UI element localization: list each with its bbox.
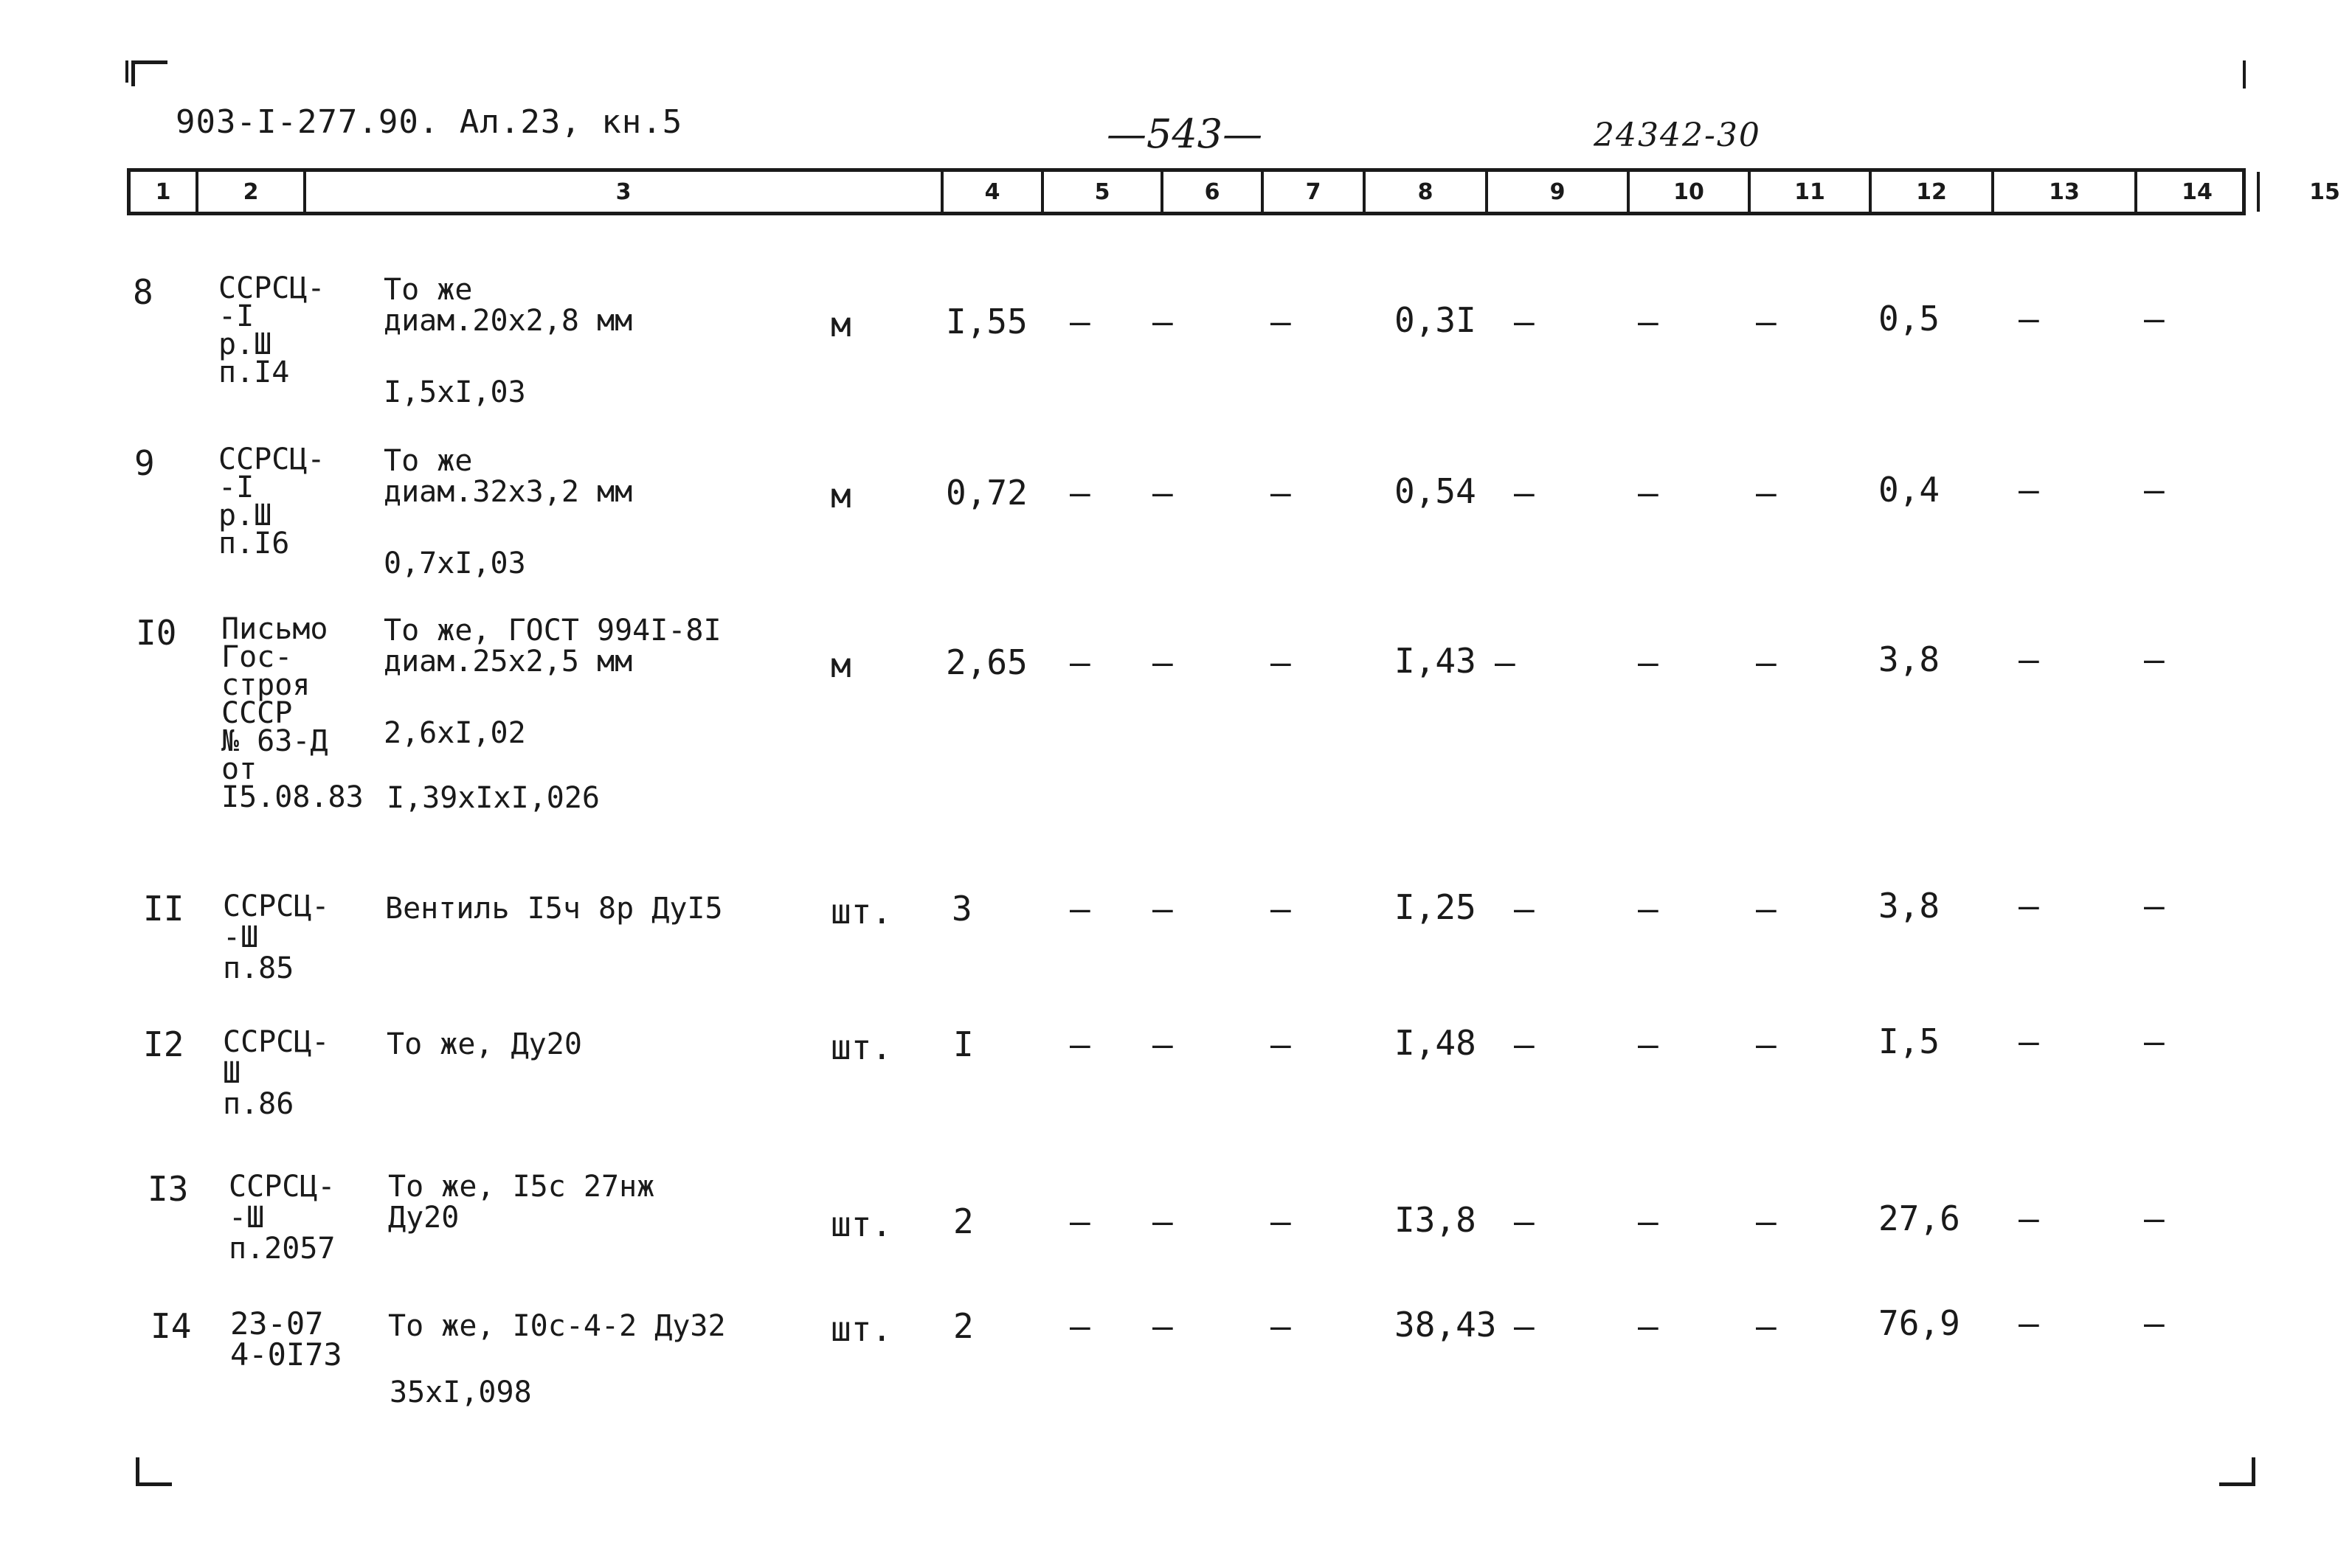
column-header-5: 5 [1044, 172, 1163, 212]
row-col8: – [1270, 1201, 1291, 1241]
corner-mark-top-left [131, 60, 167, 86]
row-col8: – [1270, 473, 1291, 513]
row-description: Вентиль I5ч 8р ДуI5 [385, 892, 723, 926]
row-col9: I,43 [1394, 641, 1476, 681]
row-col15: – [2144, 299, 2165, 339]
row-col5: I [953, 1024, 974, 1064]
document-code: 903-I-277.90. Ал.23, кн.5 [176, 103, 683, 141]
column-header-12: 12 [1872, 172, 1994, 212]
row-number: I2 [143, 1024, 184, 1064]
row-description-formula: 35xI,098 [390, 1376, 532, 1409]
corner-mark-bottom-left [136, 1457, 172, 1486]
row-col10: – [1495, 642, 1515, 682]
row-col14: – [2019, 1198, 2039, 1238]
row-col15: – [2144, 1021, 2165, 1061]
row-unit: м [831, 476, 851, 516]
row-col13: 0,5 [1878, 299, 1940, 339]
row-unit: шт. [831, 1027, 893, 1067]
row-unit: м [831, 645, 851, 685]
row-col13: I,5 [1878, 1021, 1940, 1061]
row-col7: – [1152, 302, 1173, 341]
row-col15: – [2144, 470, 2165, 510]
row-col13: 27,6 [1878, 1198, 1960, 1238]
row-description: То же, ГОСТ 994I-8I диам.25x2,5 мм [384, 614, 722, 679]
row-col12: – [1756, 302, 1777, 341]
row-col6: – [1070, 1024, 1090, 1064]
row-col5: 0,72 [946, 473, 1028, 513]
row-description-formula-2: I,39xIxI,026 [387, 781, 600, 815]
row-col15: – [2144, 1198, 2165, 1238]
row-col7: – [1152, 1306, 1173, 1346]
corner-mark-top-right [2243, 60, 2246, 89]
row-col15: – [2144, 639, 2165, 679]
row-col10: – [1514, 1201, 1535, 1241]
row-col8: – [1270, 889, 1291, 929]
row-reference: ССРСЦ- -I р.Ш п.I6 [218, 443, 325, 561]
row-col8: – [1270, 1306, 1291, 1346]
row-description: То же, Ду20 [387, 1027, 582, 1061]
row-description-formula: I,5xI,03 [384, 375, 526, 409]
row-number: I3 [148, 1169, 189, 1209]
row-col11: – [1638, 889, 1658, 929]
row-col15: – [2144, 1303, 2165, 1343]
row-col12: – [1756, 642, 1777, 682]
column-header-3: 3 [306, 172, 944, 212]
row-unit: м [831, 305, 851, 344]
row-col6: – [1070, 1306, 1090, 1346]
row-reference: Письмо Гос- строя СССР № 63-Д от I5.08.83 [221, 612, 364, 814]
column-header-9: 9 [1488, 172, 1630, 212]
row-unit: шт. [831, 1309, 893, 1349]
row-col15: – [2144, 886, 2165, 926]
document-number: 24342-30 [1594, 117, 1761, 154]
column-header-4: 4 [944, 172, 1044, 212]
row-col14: – [2019, 1303, 2039, 1343]
row-col13: 3,8 [1878, 886, 1940, 926]
row-col13: 0,4 [1878, 470, 1940, 510]
row-col8: – [1270, 1024, 1291, 1064]
row-col10: – [1514, 302, 1535, 341]
row-col11: – [1638, 642, 1658, 682]
page-number: —543— [1107, 111, 1263, 157]
row-col12: – [1756, 1024, 1777, 1064]
row-col12: – [1756, 1201, 1777, 1241]
row-col6: – [1070, 473, 1090, 513]
row-col7: – [1152, 1201, 1173, 1241]
row-reference: ССРСЦ- Ш п.86 [223, 1025, 330, 1121]
row-description: То же, I0с-4-2 Ду32 [388, 1309, 726, 1343]
row-unit: шт. [831, 1204, 893, 1244]
row-col11: – [1638, 473, 1658, 513]
corner-mark-bottom-right [2219, 1457, 2255, 1486]
row-col6: – [1070, 1201, 1090, 1241]
column-header-7: 7 [1264, 172, 1366, 212]
column-header-14: 14 [2137, 172, 2260, 212]
row-col5: 2 [953, 1201, 974, 1241]
column-header-15: 15 [2309, 178, 2340, 205]
row-col7: – [1152, 889, 1173, 929]
column-header-8: 8 [1366, 172, 1488, 212]
row-description: То же диам.32x3,2 мм [384, 444, 633, 509]
row-col5: 2,65 [946, 642, 1028, 682]
row-col9: 0,54 [1394, 471, 1476, 511]
row-col10: – [1514, 473, 1535, 513]
row-col8: – [1270, 642, 1291, 682]
row-number: I0 [136, 613, 177, 653]
row-col7: – [1152, 473, 1173, 513]
row-col12: – [1756, 473, 1777, 513]
column-header-10: 10 [1630, 172, 1751, 212]
column-header-row [127, 168, 2340, 215]
row-col11: – [1638, 1306, 1658, 1346]
row-col13: 76,9 [1878, 1303, 1960, 1343]
row-number: I4 [151, 1306, 192, 1346]
row-col6: – [1070, 642, 1090, 682]
row-col14: – [2019, 639, 2039, 679]
corner-mark-top-left-bar [125, 60, 128, 83]
row-col7: – [1152, 1024, 1173, 1064]
row-col8: – [1270, 302, 1291, 341]
row-unit: шт. [831, 892, 893, 932]
row-number: II [143, 889, 184, 929]
row-description: То же диам.20x2,8 мм [384, 273, 633, 338]
row-col14: – [2019, 299, 2039, 339]
row-col10: – [1514, 1024, 1535, 1064]
column-header-13: 13 [1994, 172, 2137, 212]
row-col6: – [1070, 889, 1090, 929]
row-number: 8 [133, 272, 153, 312]
column-header-6: 6 [1163, 172, 1264, 212]
row-col12: – [1756, 889, 1777, 929]
row-col5: I,55 [946, 302, 1028, 341]
row-description-formula: 2,6xI,02 [384, 716, 526, 750]
row-col5: 3 [952, 889, 972, 929]
row-col12: – [1756, 1306, 1777, 1346]
row-col11: – [1638, 1024, 1658, 1064]
row-col14: – [2019, 1021, 2039, 1061]
row-col14: – [2019, 470, 2039, 510]
row-col9: I,48 [1394, 1023, 1476, 1063]
row-reference: 23-07 4-0I73 [230, 1305, 342, 1373]
row-col14: – [2019, 886, 2039, 926]
row-col7: – [1152, 642, 1173, 682]
row-reference: ССРСЦ- -I р.Ш п.I4 [218, 271, 325, 389]
column-header-2: 2 [198, 172, 306, 212]
row-col11: – [1638, 302, 1658, 341]
row-col11: – [1638, 1201, 1658, 1241]
row-description: То же, I5с 27нж Ду20 [388, 1170, 655, 1235]
row-col9: I3,8 [1394, 1200, 1476, 1240]
row-reference: ССРСЦ- -Ш п.85 [223, 889, 330, 985]
row-reference: ССРСЦ- -Ш п.2057 [229, 1170, 336, 1266]
row-col6: – [1070, 302, 1090, 341]
row-col9: I,25 [1394, 887, 1476, 927]
row-col10: – [1514, 889, 1535, 929]
row-description-formula: 0,7xI,03 [384, 547, 526, 580]
column-header-1: 1 [131, 172, 198, 212]
column-header-11: 11 [1751, 172, 1872, 212]
row-number: 9 [134, 443, 155, 483]
row-col9: 38,43 [1394, 1305, 1497, 1345]
row-col5: 2 [953, 1306, 974, 1346]
row-col9: 0,3I [1394, 300, 1476, 340]
row-col13: 3,8 [1878, 639, 1940, 679]
row-col10: – [1514, 1306, 1535, 1346]
